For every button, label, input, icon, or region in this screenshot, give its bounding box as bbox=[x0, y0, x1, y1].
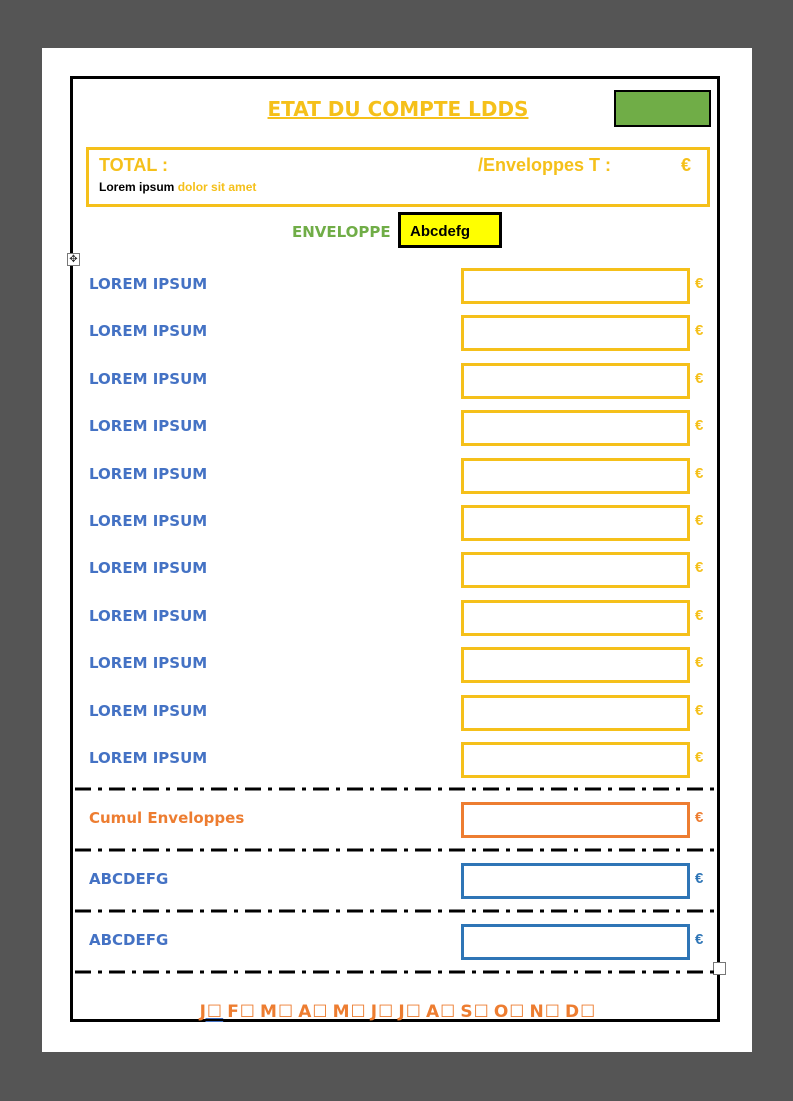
row-label: LOREM IPSUM bbox=[89, 417, 208, 436]
row-label: LOREM IPSUM bbox=[89, 654, 208, 673]
amount-input[interactable] bbox=[461, 600, 690, 636]
cumul-amount-input[interactable] bbox=[461, 802, 690, 838]
month-checkbox[interactable]: S☐ bbox=[460, 1002, 490, 1022]
dash-dot-separator bbox=[75, 787, 721, 791]
row-label: LOREM IPSUM bbox=[89, 369, 208, 388]
euro-symbol: € bbox=[695, 606, 704, 624]
row-label: LOREM IPSUM bbox=[89, 559, 208, 578]
total-summary-box bbox=[86, 147, 710, 207]
dash-dot-separator bbox=[75, 970, 721, 974]
euro-symbol: € bbox=[695, 749, 704, 766]
amount-input[interactable] bbox=[461, 505, 690, 541]
euro-symbol: € bbox=[695, 369, 704, 387]
amount-input[interactable] bbox=[461, 552, 690, 588]
page-border-frame bbox=[70, 76, 720, 1022]
amount-input[interactable] bbox=[461, 695, 690, 731]
extra-amount-input[interactable] bbox=[461, 863, 690, 899]
amount-input[interactable] bbox=[461, 458, 690, 494]
table-move-handle-icon[interactable]: ✥ bbox=[67, 253, 80, 266]
euro-symbol: € bbox=[695, 275, 704, 292]
month-checkbox[interactable]: A☐ bbox=[298, 1002, 329, 1022]
euro-symbol: € bbox=[695, 322, 704, 340]
month-checkbox[interactable]: J☐ bbox=[199, 1002, 224, 1022]
month-checkbox[interactable]: J☐ bbox=[398, 1002, 422, 1022]
euro-symbol: € bbox=[695, 701, 704, 719]
euro-symbol: € bbox=[681, 155, 692, 175]
summary-note-gold: dolor sit amet bbox=[177, 180, 257, 194]
month-checkbox[interactable]: F☐ bbox=[227, 1002, 257, 1022]
envelope-label: ENVELOPPE bbox=[292, 223, 391, 241]
row-label: LOREM IPSUM bbox=[89, 322, 208, 341]
euro-symbol: € bbox=[695, 512, 704, 529]
summary-note-black: Lorem ipsum bbox=[99, 180, 175, 194]
month-checkbox[interactable]: M☐ bbox=[332, 1002, 367, 1022]
month-checkbox[interactable]: N☐ bbox=[529, 1002, 562, 1022]
amount-input[interactable] bbox=[461, 647, 690, 683]
amount-input[interactable] bbox=[461, 410, 690, 446]
month-checkbox[interactable]: O☐ bbox=[493, 1002, 526, 1022]
document-page bbox=[42, 48, 752, 1052]
amount-input[interactable] bbox=[461, 742, 690, 778]
month-checkbox[interactable]: M☐ bbox=[260, 1002, 295, 1022]
row-label: LOREM IPSUM bbox=[89, 701, 208, 720]
euro-symbol: € bbox=[695, 417, 704, 435]
euro-symbol: € bbox=[695, 559, 704, 577]
euro-symbol: € bbox=[695, 654, 704, 672]
total-label: TOTAL : bbox=[99, 155, 168, 175]
envelope-name-field[interactable]: Abcdefg bbox=[398, 212, 502, 248]
envelopes-total-label: /Enveloppes T : bbox=[478, 155, 612, 175]
extra-row-label: ABCDEFG bbox=[89, 870, 169, 888]
months-checklist bbox=[73, 1002, 723, 1022]
page-title: ETAT DU COMPTE LDDS bbox=[267, 97, 529, 121]
extra-row-label: ABCDEFG bbox=[89, 931, 169, 949]
month-checkbox[interactable]: D☐ bbox=[565, 1002, 597, 1022]
green-status-box bbox=[614, 90, 711, 127]
month-checkbox[interactable]: J☐ bbox=[370, 1002, 395, 1022]
row-label: LOREM IPSUM bbox=[89, 464, 208, 483]
euro-symbol: € bbox=[695, 464, 704, 482]
month-checkbox[interactable]: A☐ bbox=[425, 1002, 457, 1022]
amount-input[interactable] bbox=[461, 268, 690, 304]
amount-input[interactable] bbox=[461, 363, 690, 399]
cumul-label: Cumul Enveloppes bbox=[89, 809, 245, 827]
row-label: LOREM IPSUM bbox=[89, 512, 208, 530]
dash-dot-separator bbox=[75, 848, 721, 852]
euro-symbol: € bbox=[695, 809, 704, 826]
row-label: LOREM IPSUM bbox=[89, 275, 208, 293]
dash-dot-separator bbox=[75, 909, 721, 913]
row-label: LOREM IPSUM bbox=[89, 606, 208, 625]
euro-symbol: € bbox=[695, 931, 704, 948]
amount-input[interactable] bbox=[461, 315, 690, 351]
extra-amount-input[interactable] bbox=[461, 924, 690, 960]
row-label: LOREM IPSUM bbox=[89, 749, 208, 767]
euro-symbol: € bbox=[695, 870, 704, 887]
summary-note bbox=[99, 180, 256, 194]
